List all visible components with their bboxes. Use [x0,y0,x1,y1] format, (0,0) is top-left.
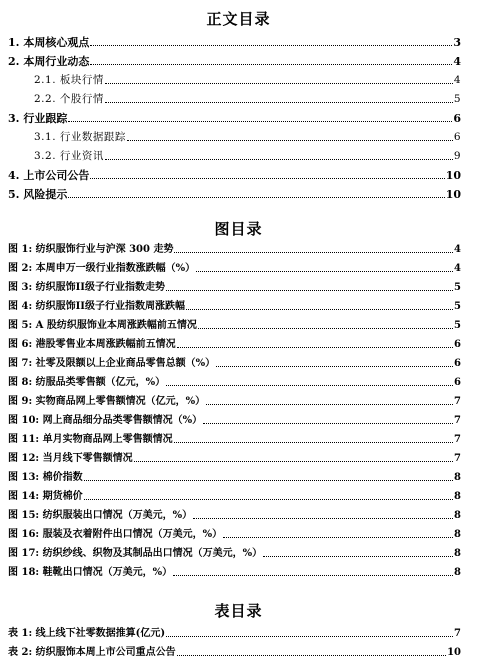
figure-entry-label: 图 1: 纺织服饰行业与沪深 300 走势 [8,244,174,255]
figure-entry-page: 8 [454,548,461,559]
toc-entry-page: 10 [445,169,461,182]
toc-entry-label: 4. 上市公司公告 [8,169,90,182]
figure-entry-page: 7 [454,434,461,445]
figure-entry-page: 7 [454,453,461,464]
toc-entry-page: 10 [445,188,461,201]
figure-entry-label: 图 17: 纺织纱线、织物及其制品出口情况（万美元，%） [8,548,263,559]
toc-entry-label: 2.1. 板块行情 [34,74,104,86]
figure-entry-3[interactable] [8,281,461,294]
leader-dots [105,102,453,103]
figure-entry-page: 4 [454,244,461,255]
table-entry-page: 10 [447,647,461,658]
figure-entry-9[interactable] [8,395,461,408]
toc-entry-page: 3 [453,36,461,49]
figure-entry-2[interactable] [8,262,461,275]
figure-entry-label: 图 3: 纺织服饰II级子行业指数走势 [8,282,165,293]
figure-entry-page: 7 [454,396,461,407]
figure-entry-page: 5 [454,320,461,331]
figure-entry-label: 图 10: 网上商品细分品类零售额情况（%） [8,415,203,426]
figure-entry-13[interactable] [8,471,461,484]
figure-entry-14[interactable] [8,490,461,503]
leader-dots [206,404,453,405]
figure-entry-16[interactable] [8,528,461,541]
toc-entry-5[interactable] [8,188,461,201]
figure-entry-label: 图 4: 纺织服饰II级子行业指数周涨跌幅 [8,301,185,312]
tables-title: 表目录 [214,602,263,620]
toc-entry-3-2[interactable] [34,150,461,163]
toc-entry-3-1[interactable] [34,131,461,144]
leader-dots [177,347,453,348]
leader-dots [68,121,452,122]
figure-entry-page: 5 [454,301,461,312]
figure-entry-label: 图 18: 鞋靴出口情况（万美元，%） [8,567,173,578]
leader-dots [90,64,452,65]
figure-entry-label: 图 5: A 股纺织服饰业本周涨跌幅前五情况 [8,320,197,331]
leader-dots [90,178,444,179]
leader-dots [186,309,453,310]
figure-entry-6[interactable] [8,338,461,351]
figure-entry-10[interactable] [8,414,461,427]
figure-entry-8[interactable] [8,376,461,389]
toc-entry-label: 2. 本周行业动态 [8,55,90,68]
figure-entry-label: 图 11: 单月实物商品网上零售额情况 [8,434,173,445]
figure-entry-15[interactable] [8,509,461,522]
leader-dots [173,575,453,576]
figure-entry-4[interactable] [8,300,461,313]
toc-entry-label: 3.2. 行业资讯 [34,150,104,162]
leader-dots [134,461,453,462]
leader-dots [198,328,453,329]
figure-entry-page: 5 [454,282,461,293]
figure-entry-label: 图 12: 当月线下零售额情况 [8,453,133,464]
figure-entry-12[interactable] [8,452,461,465]
figure-entry-7[interactable] [8,357,461,370]
toc-title: 正文目录 [206,10,271,28]
toc-entry-label: 2.2. 个股行情 [34,93,104,105]
figure-entry-5[interactable] [8,319,461,332]
leader-dots [90,45,452,46]
figure-entry-page: 4 [454,263,461,274]
toc-entry-label: 1. 本周核心观点 [8,36,90,49]
leader-dots [166,290,453,291]
figure-entry-label: 图 13: 棉价指数 [8,472,83,483]
toc-entry-label: 5. 风险提示 [8,188,68,201]
figure-entry-page: 8 [454,491,461,502]
toc-entry-2-2[interactable] [34,93,461,106]
leader-dots [193,518,453,519]
figure-entry-18[interactable] [8,566,461,579]
toc-entry-page: 5 [453,93,461,105]
toc-entry-2[interactable] [8,55,461,68]
figure-entry-page: 8 [454,567,461,578]
figure-entry-page: 6 [454,358,461,369]
figure-entry-17[interactable] [8,547,461,560]
toc-entry-2-1[interactable] [34,74,461,87]
leader-dots [84,480,453,481]
leader-dots [166,385,453,386]
figure-entry-1[interactable] [8,243,461,256]
figure-entry-page: 8 [454,529,461,540]
figure-entry-page: 8 [454,510,461,521]
leader-dots [84,499,453,500]
figure-entry-label: 图 7: 社零及限额以上企业商品零售总额（%） [8,358,216,369]
toc-entry-page: 6 [453,112,461,125]
leader-dots [174,442,453,443]
leader-dots [174,252,453,253]
figure-entry-label: 图 14: 期货棉价 [8,491,83,502]
figure-entry-page: 6 [454,377,461,388]
toc-entry-page: 4 [453,55,461,68]
leader-dots [223,537,453,538]
leader-dots [203,423,453,424]
leader-dots [127,140,453,141]
leader-dots [196,271,453,272]
toc-entry-3[interactable] [8,112,461,125]
leader-dots [105,159,453,160]
figure-entry-label: 图 8: 纺服品类零售额（亿元，%） [8,377,166,388]
leader-dots [263,556,453,557]
figure-entry-label: 图 6: 港股零售业本周涨跌幅前五情况 [8,339,176,350]
figure-entry-label: 图 15: 纺织服装出口情况（万美元，%） [8,510,193,521]
figure-entry-label: 图 9: 实物商品网上零售额情况（亿元，%） [8,396,206,407]
table-entry-label: 表 1: 线上线下社零数据推算(亿元) [8,628,166,639]
toc-entry-label: 3. 行业跟踪 [8,112,68,125]
toc-entry-page: 6 [453,131,461,143]
figure-entry-page: 7 [454,415,461,426]
figure-entry-label: 图 2: 本周申万一级行业指数涨跌幅（%） [8,263,196,274]
figure-entry-label: 图 16: 服装及衣着附件出口情况（万美元，%） [8,529,223,540]
leader-dots [177,655,446,656]
table-entry-1[interactable] [8,627,461,640]
table-entry-2[interactable] [8,646,461,659]
toc-entry-page: 4 [453,74,461,86]
table-entry-page: 7 [454,628,461,639]
leader-dots [216,366,453,367]
figure-entry-page: 8 [454,472,461,483]
leader-dots [105,83,453,84]
toc-entry-1[interactable] [8,36,461,49]
figures-title: 图目录 [214,220,263,238]
table-entry-label: 表 2: 纺织服饰本周上市公司重点公告 [8,647,176,658]
toc-entry-4[interactable] [8,169,461,182]
leader-dots [166,636,453,637]
figure-entry-page: 6 [454,339,461,350]
leader-dots [68,197,444,198]
figure-entry-11[interactable] [8,433,461,446]
toc-entry-page: 9 [453,150,461,162]
toc-entry-label: 3.1. 行业数据跟踪 [34,131,126,143]
